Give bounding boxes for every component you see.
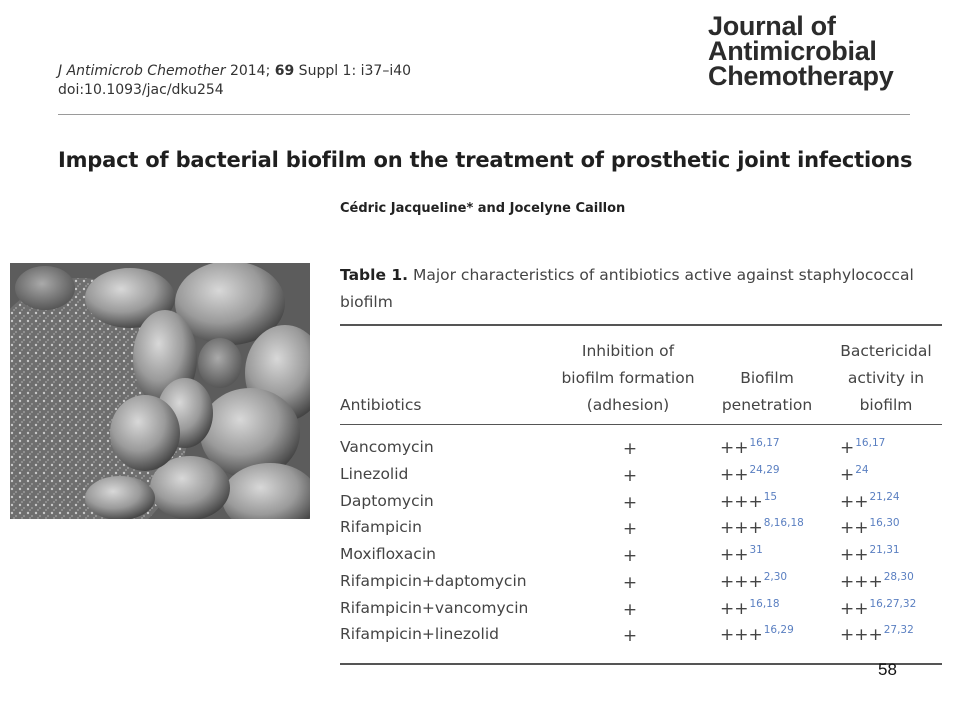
column-header-antibiotics: Antibiotics	[340, 396, 422, 414]
antibiotic-name: Daptomycin	[340, 492, 434, 510]
citation	[58, 62, 411, 100]
citation-pages: Suppl 1: i37–i40	[294, 63, 412, 79]
bactericidal-value: +++	[840, 572, 883, 592]
antibiotic-name: Rifampicin+daptomycin	[340, 572, 527, 590]
table-row	[340, 490, 942, 516]
column-header-line: (adhesion)	[586, 396, 670, 414]
bactericidal-cell	[840, 492, 900, 512]
bactericidal-reference: 16,30	[869, 517, 900, 529]
antibiotic-name: Rifampicin+linezolid	[340, 625, 499, 643]
penetration-cell	[720, 518, 804, 538]
table-row	[340, 463, 942, 489]
column-header-line: penetration	[721, 396, 813, 414]
penetration-cell	[720, 599, 780, 619]
penetration-value: +++	[720, 492, 763, 512]
column-header-bactericidal	[826, 338, 946, 419]
journal-abbreviation: J Antimicrob Chemother	[58, 63, 226, 79]
table-row	[340, 436, 942, 462]
bactericidal-cell	[840, 465, 869, 485]
penetration-cell	[720, 492, 777, 512]
table-bottom-rule	[340, 663, 942, 665]
header-divider	[58, 114, 910, 115]
page-number: 58	[878, 660, 897, 679]
penetration-value: ++	[720, 438, 749, 458]
penetration-value: +++	[720, 625, 763, 645]
antibiotic-name: Linezolid	[340, 465, 409, 483]
penetration-cell	[720, 438, 780, 458]
inhibition-value: +	[622, 600, 638, 620]
table-caption	[340, 262, 940, 316]
article-title: Impact of bacterial biofilm on the treatment of prosthetic joint infections	[58, 148, 913, 172]
penetration-reference: 31	[749, 544, 763, 556]
penetration-reference: 16,18	[749, 598, 780, 610]
bactericidal-value: ++	[840, 545, 869, 565]
antibiotic-name: Vancomycin	[340, 438, 434, 456]
biofilm-micrograph-image	[10, 263, 310, 519]
penetration-cell	[720, 465, 780, 485]
bactericidal-value: +++	[840, 625, 883, 645]
penetration-reference: 16,29	[763, 624, 794, 636]
journal-logo	[708, 11, 894, 91]
logo-line-3: Chemotherapy	[708, 61, 894, 91]
table-row	[340, 623, 942, 649]
table-row	[340, 516, 942, 542]
bactericidal-value: +	[840, 438, 855, 458]
bactericidal-reference: 28,30	[883, 571, 914, 583]
column-header-line: Biofilm	[740, 369, 794, 387]
penetration-value: +++	[720, 518, 763, 538]
bactericidal-reference: 27,32	[883, 624, 914, 636]
citation-volume: 69	[274, 63, 295, 79]
inhibition-value: +	[622, 439, 638, 459]
table-row	[340, 570, 942, 596]
antibiotic-name: Moxifloxacin	[340, 545, 436, 563]
penetration-reference: 8,16,18	[763, 517, 804, 529]
bactericidal-reference: 24	[855, 464, 869, 476]
bactericidal-cell	[840, 625, 914, 645]
bactericidal-reference: 16,17	[855, 437, 886, 449]
bactericidal-cell	[840, 599, 916, 619]
antibiotic-name: Rifampicin+vancomycin	[340, 599, 529, 617]
penetration-cell	[720, 625, 794, 645]
inhibition-value: +	[622, 546, 638, 566]
bactericidal-value: ++	[840, 492, 869, 512]
penetration-value: ++	[720, 545, 749, 565]
inhibition-value: +	[622, 466, 638, 486]
inhibition-value: +	[622, 626, 638, 646]
column-header-penetration	[712, 365, 822, 419]
article-authors: Cédric Jacqueline* and Jocelyne Caillon	[340, 201, 626, 216]
antibiotic-name: Rifampicin	[340, 518, 422, 536]
penetration-cell	[720, 572, 787, 592]
column-header-line: Bactericidal	[840, 342, 932, 360]
table-caption-text: Major characteristics of antibiotics active against staphylococcal biofilm	[340, 266, 914, 311]
column-header-line: biofilm	[859, 396, 913, 414]
bactericidal-cell	[840, 545, 900, 565]
table-row	[340, 543, 942, 569]
logo-line-1: Journal of	[708, 11, 836, 41]
penetration-value: ++	[720, 599, 749, 619]
citation-year: 2014;	[225, 63, 275, 79]
penetration-reference: 2,30	[763, 571, 788, 583]
logo-line-2: Antimicrobial	[708, 36, 877, 66]
penetration-value: +++	[720, 572, 763, 592]
penetration-reference: 16,17	[749, 437, 780, 449]
inhibition-value: +	[622, 519, 638, 539]
bactericidal-value: +	[840, 465, 855, 485]
bactericidal-cell	[840, 572, 914, 592]
table-header-rule	[340, 424, 942, 425]
column-header-line: Inhibition of	[581, 342, 675, 360]
table-row	[340, 597, 942, 623]
table-top-rule	[340, 324, 942, 326]
column-header-line: biofilm formation	[561, 369, 695, 387]
bactericidal-value: ++	[840, 518, 869, 538]
column-header-inhibition	[548, 338, 708, 419]
bactericidal-reference: 21,31	[869, 544, 900, 556]
table-label: Table 1.	[340, 266, 409, 284]
bactericidal-reference: 21,24	[869, 491, 900, 503]
bactericidal-reference: 16,27,32	[869, 598, 917, 610]
bactericidal-cell	[840, 438, 885, 458]
bactericidal-value: ++	[840, 599, 869, 619]
penetration-reference: 15	[763, 491, 778, 503]
column-header-line: activity in	[847, 369, 925, 387]
citation-doi: doi:10.1093/jac/dku254	[58, 82, 224, 98]
citation-line	[58, 62, 411, 81]
inhibition-value: +	[622, 573, 638, 593]
penetration-value: ++	[720, 465, 749, 485]
bactericidal-cell	[840, 518, 900, 538]
penetration-cell	[720, 545, 763, 565]
inhibition-value: +	[622, 493, 638, 513]
penetration-reference: 24,29	[749, 464, 780, 476]
